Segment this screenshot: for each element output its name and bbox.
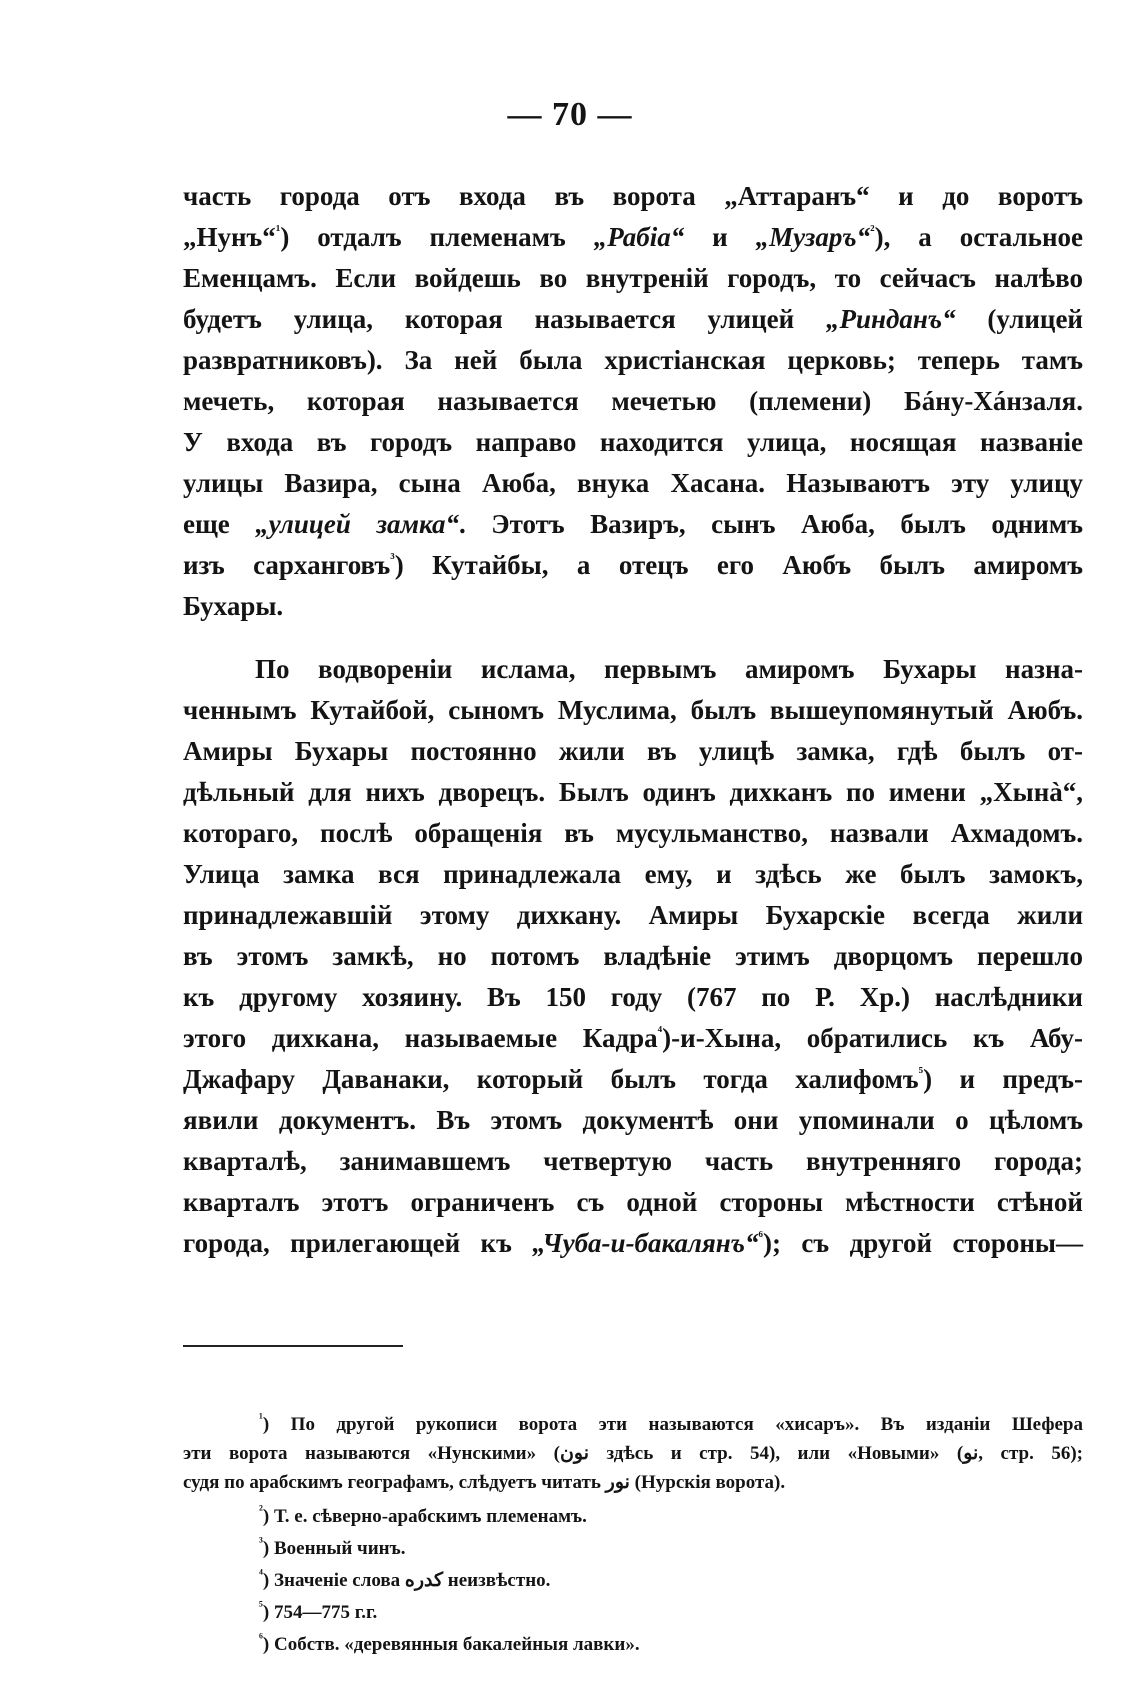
footnote-1-line: судя по арабскимъ географамъ, слѣдуетъ читать نور (Нурскія ворота).: [183, 1472, 786, 1493]
text-line: явили документъ. Въ этомъ документѣ они упоминали о цѣломъ: [183, 1105, 1083, 1135]
text-line: „Нунъ“$^{^1}$) отдалъ племенамъ „Рабіа“ и „Музаръ“$^{^2}$), а остальное: [183, 222, 1083, 252]
text-line: Бухары.: [183, 591, 284, 621]
text-line: Улица замка вся принадлежала ему, и здѣсь же былъ замокъ,: [183, 859, 1083, 889]
text-line: ченнымъ Кутайбой, сыномъ Муслима, былъ вышеупомянутый Аюбъ.: [183, 695, 1083, 725]
text-line: Джафару Даванаки, который былъ тогда халифомъ$^{^5}$) и предъ-: [183, 1064, 1084, 1094]
paragraph-gap: [183, 627, 1083, 649]
text-line: въ этомъ замкѣ, но потомъ владѣніе этимъ дворцомъ перешло: [183, 941, 1083, 971]
footnotes: [183, 1410, 1083, 1662]
text-line: еще „улицей замка“. Этотъ Вазиръ, сынъ Аюба, былъ однимъ: [183, 509, 1083, 539]
text-line: котораго, послѣ обращенія въ мусульманство, назвали Ахмадомъ.: [183, 818, 1083, 848]
footnote-5: $^{^5}$) 754—775 г.г.: [259, 1598, 378, 1623]
text-line: развратниковъ). За ней была христіанская церковь; теперь тамъ: [183, 345, 1083, 375]
footnote-ref-5: ⁵: [918, 1065, 924, 1081]
text-line: этого дихкана, называемые Кадра$^{^4}$)-и-Хына, обратились къ Абу-: [183, 1023, 1083, 1053]
text-line: кварталѣ, занимавшемъ четвертую часть внутренняго города;: [183, 1146, 1083, 1176]
main-text: [183, 176, 1083, 1264]
footnote-1-line: $^{^1}$) По другой рукописи ворота эти называются «хисаръ». Въ изданіи Шефера: [259, 1410, 1083, 1435]
text-line: изъ сарханговъ$^{^3}$) Кутайбы, а отецъ его Аюбъ былъ амиромъ: [183, 550, 1083, 580]
text-line: кварталъ этотъ ограниченъ съ одной стороны мѣстности стѣной: [183, 1187, 1083, 1217]
footnote-4: $^{^4}$) Значеніе слова كدره неизвѣстно.: [259, 1566, 551, 1591]
text-line: У входа въ городъ направо находится улица, носящая названіе: [183, 427, 1083, 457]
footnote-6: $^{^6}$) Собств. «деревянныя бакалейныя лавки».: [259, 1630, 640, 1655]
footnote-ref-3: ³: [390, 551, 395, 567]
text-line: принадлежавшій этому дихкану. Амиры Бухарскіе всегда жили: [183, 900, 1083, 930]
text-line: улицы Вазира, сына Аюба, внука Хасана. Называютъ эту улицу: [183, 468, 1083, 498]
footnote-ref-4: ⁴: [657, 1024, 663, 1040]
page-number: — 70 —: [507, 96, 633, 133]
text-line: Еменцамъ. Если войдешь во внутреній городъ, то сейчасъ налѣво: [183, 263, 1083, 293]
footnote-1-line: эти ворота называются «Нунскими» (نون здѣсь и стр. 54), или «Новыми» (نو, стр. 56);: [183, 1443, 1083, 1464]
text-line: къ другому хозяину. Въ 150 году (767 по Р. Хр.) наслѣдники: [183, 982, 1083, 1012]
footnote-2: $^{^2}$) Т. е. сѣверно-арабскимъ племенамъ.: [259, 1502, 587, 1527]
text-line: дѣльный для нихъ дворецъ. Былъ одинъ дихканъ по имени „Хынà“,: [183, 777, 1083, 807]
text-line: города, прилегающей къ „Чуба-и-бакалянъ“$^{^6}$); съ другой стороны—: [183, 1228, 1083, 1258]
text-line: Амиры Бухары постоянно жили въ улицѣ замка, гдѣ былъ от-: [183, 736, 1083, 766]
footnote-divider: [183, 1345, 403, 1347]
text-line: часть города отъ входа въ ворота „Аттаранъ“ и до воротъ: [183, 181, 1083, 211]
footnote-ref-2: ²: [870, 223, 875, 239]
footnote-ref-1: ¹: [275, 223, 281, 239]
footnote-ref-6: ⁶: [758, 1229, 764, 1245]
footnote-3: $^{^3}$) Военный чинъ.: [259, 1534, 406, 1559]
text-line: По водвореніи ислама, первымъ амиромъ Бухары назна-: [255, 654, 1083, 684]
text-line: будетъ улица, которая называется улицей „Ринданъ“ (улицей: [183, 304, 1083, 334]
text-line: мечеть, которая называется мечетью (племени) Бáну-Хáнзаля.: [183, 386, 1083, 416]
